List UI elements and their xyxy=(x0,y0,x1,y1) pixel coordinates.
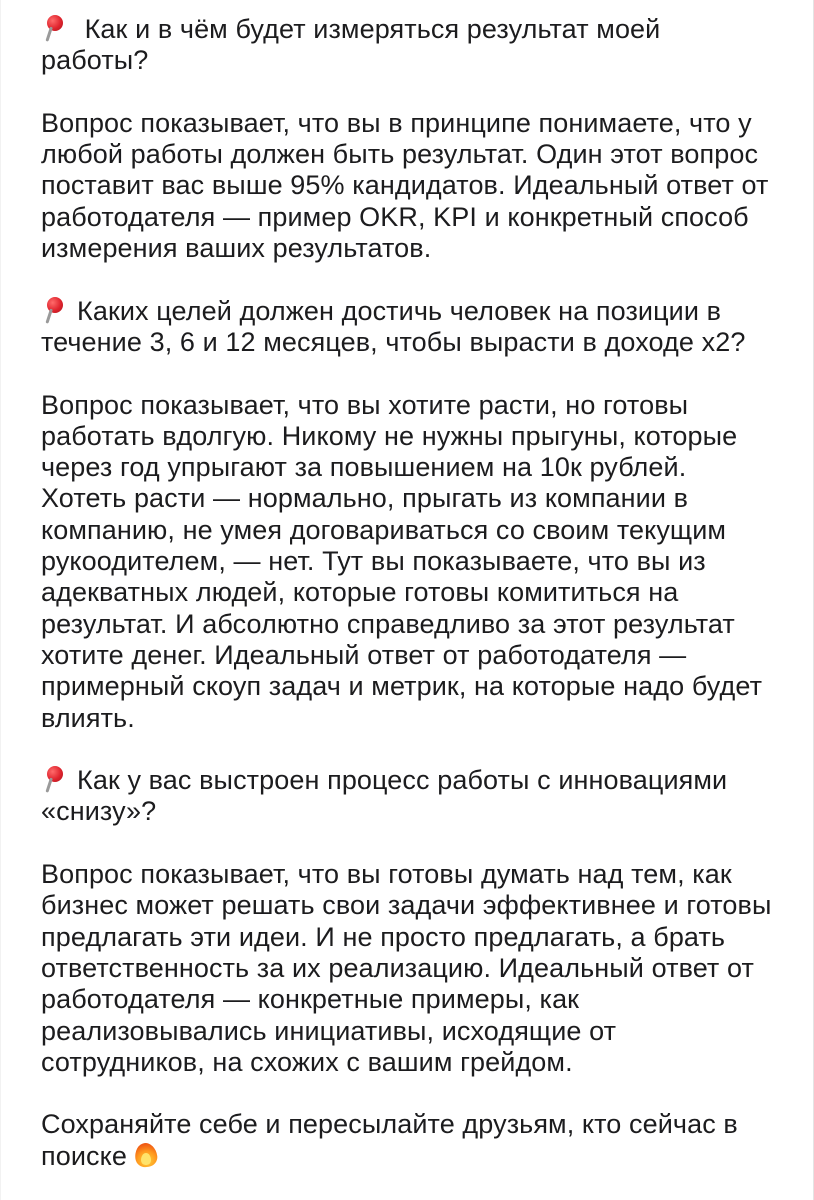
question-2-text: Каких целей должен достичь человек на позиции в течение 3, 6 и 12 месяцев, чтобы вырасти в доходе х2? xyxy=(41,295,746,357)
question-1-text: Как и в чём будет измеряться результат моей работы? xyxy=(41,14,661,76)
question-3 xyxy=(41,765,773,828)
answer-2: Вопрос показывает, что вы хотите расти, но готовы работать вдолгую. Никому не нужны прыгуны, которые через год упрыгают за повышением на 10к рублей. Хотеть расти — нормально, прыгать из компании в компанию, не умея договариваться со своим текущим рукоодителем, — нет. Тут вы показываете, что вы из адекватных людей, которые готовы комититься на результат. И абсолютно справедливо за этот результат хотите денег. Идеальный ответ от работодателя — примерный скоуп задач и метрик, на которые надо будет влиять. xyxy=(41,389,763,733)
question-2 xyxy=(41,296,773,359)
question-1 xyxy=(41,14,773,77)
answer-3: Вопрос показывает, что вы готовы думать над тем, как бизнес может решать свои задачи эффективнее и готовы предлагать эти идеи. И не просто предлагать, а брать ответственность за их реализацию. Идеальный ответ от работодателя — конкретные примеры, как реализовывались инициативы, исходящие от сотрудников, на схожих с вашим грейдом. xyxy=(41,859,772,1077)
closing-note xyxy=(41,1109,773,1172)
round-pushpin-icon xyxy=(41,297,71,323)
round-pushpin-icon xyxy=(41,766,71,792)
closing-text: Сохраняйте себе и пересылайте друзьям, кто сейчас в поиске xyxy=(41,1109,738,1171)
fire-icon xyxy=(133,1141,159,1169)
round-pushpin-icon xyxy=(41,15,71,41)
question-3-text: Как у вас выстроен процесс работы с инновациями «снизу»? xyxy=(41,765,728,827)
answer-1: Вопрос показывает, что вы в принципе понимаете, что у любой работы должен быть результат. Один этот вопрос поставит вас выше 95% кандидатов. Идеальный ответ от работодателя — пример OKR, KPI и конкретный способ измерения ваших результатов. xyxy=(41,107,769,264)
